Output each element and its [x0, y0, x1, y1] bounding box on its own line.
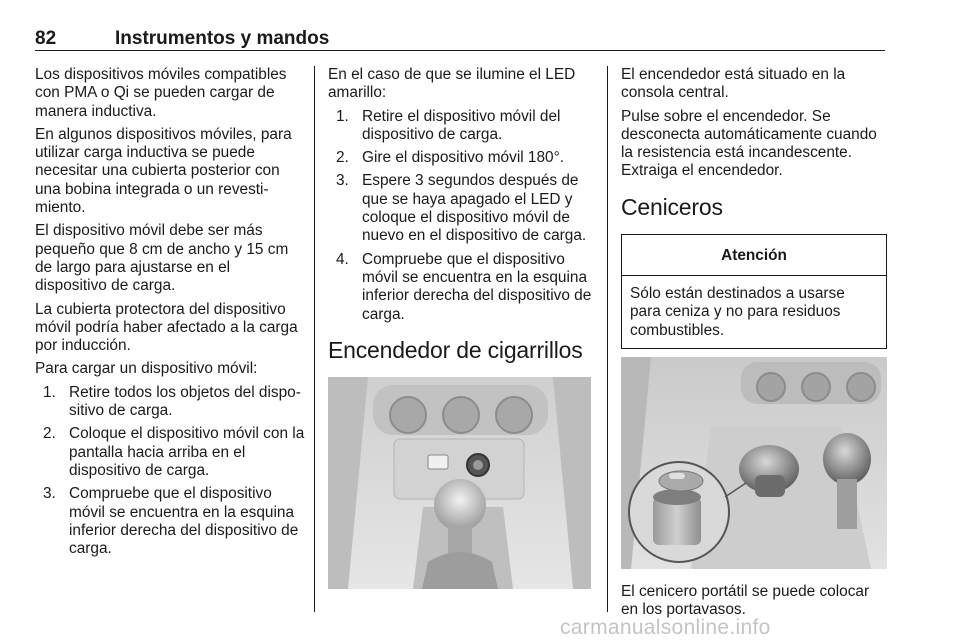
list-item: [43, 425, 305, 480]
step-number: 3.: [43, 485, 56, 503]
caution-box: [621, 234, 887, 349]
page-header: [35, 26, 885, 51]
led-steps-list: [328, 108, 594, 324]
step-number: 2.: [336, 149, 349, 167]
column-divider: [607, 66, 608, 612]
step-text: Retire todos los objetos del dispositivo de carga.: [69, 383, 301, 420]
page-title: Instrumentos y mandos: [115, 28, 330, 49]
caution-text: Sólo están destinados a usarse para ceniza y no para residuos combustibles.: [630, 285, 845, 339]
column-1: [35, 66, 305, 563]
step-text: Compruebe que el dispositivo móvil se encuentra en la esquina inferior derecha del dispositivo de carga.: [362, 250, 592, 323]
paragraph: Los dispositivos móviles compatibles con PMA o Qi se pueden cargar de manera inductiva.: [35, 66, 287, 120]
list-item: [43, 384, 305, 421]
section-heading-ashtrays: Ceniceros: [621, 193, 723, 220]
list-item: [336, 251, 594, 324]
step-text: Coloque el dispositivo móvil con la pantalla hacia arriba en el dispositivo de carga.: [69, 425, 305, 479]
step-text: Retire el dispositivo móvil del dispositivo de carga.: [362, 107, 561, 143]
charging-steps-list: [35, 384, 305, 559]
column-2: [328, 66, 594, 589]
paragraph: Pulse sobre el encendedor. Se desconecta automáticamente cuando la resistencia está incandescente. Extraiga el encendedor.: [621, 107, 877, 180]
list-item: [336, 149, 594, 167]
list-item: [336, 108, 594, 145]
section-heading-cigarette-lighter: Encendedor de cigarrillos: [328, 336, 583, 363]
paragraph: En algunos dispositivos móviles, para utilizar carga inductiva se puede necesitar una cubierta posterior con una bobina integrada o un revestimiento.: [35, 125, 292, 217]
step-text: Espere 3 segundos después de que se haya apagado el LED y coloque el dispositivo móvil de nuevo en el dispositivo de carga.: [362, 172, 587, 245]
column-divider: [314, 66, 315, 612]
paragraph: El cenicero portátil se puede colocar en los portavasos.: [621, 582, 870, 619]
step-number: 4.: [336, 250, 349, 268]
cigarette-lighter-photo: [328, 377, 591, 589]
page-number: 82: [35, 28, 57, 49]
paragraph: Para cargar un dispositivo móvil:: [35, 360, 258, 378]
paragraph: El encendedor está situado en la consola central.: [621, 66, 846, 102]
step-number: 1.: [43, 383, 56, 401]
list-item: [336, 172, 594, 245]
paragraph: La cubierta protectora del dispositivo móvil podría haber afectado a la carga por inducción.: [35, 300, 298, 355]
step-text: Gire el dispositivo móvil 180°.: [362, 149, 565, 167]
list-item: [43, 485, 305, 558]
step-number: 3.: [336, 172, 349, 190]
step-number: 2.: [43, 425, 56, 443]
step-number: 1.: [336, 107, 349, 125]
ashtray-photo: [621, 357, 887, 569]
paragraph: En el caso de que se ilumine el LED amarillo:: [328, 66, 576, 102]
caution-title: Atención: [622, 235, 886, 276]
watermark-text: carmanualsonline.info: [560, 616, 771, 639]
step-text: Compruebe que el dispositivo móvil se encuentra en la esquina inferior derecha del dispositivo de carga.: [69, 485, 299, 558]
column-3: [621, 66, 887, 625]
paragraph: El dispositivo móvil debe ser más pequeño que 8 cm de ancho y 15 cm de largo para ajustarse en el dispositivo de carga.: [35, 222, 289, 295]
